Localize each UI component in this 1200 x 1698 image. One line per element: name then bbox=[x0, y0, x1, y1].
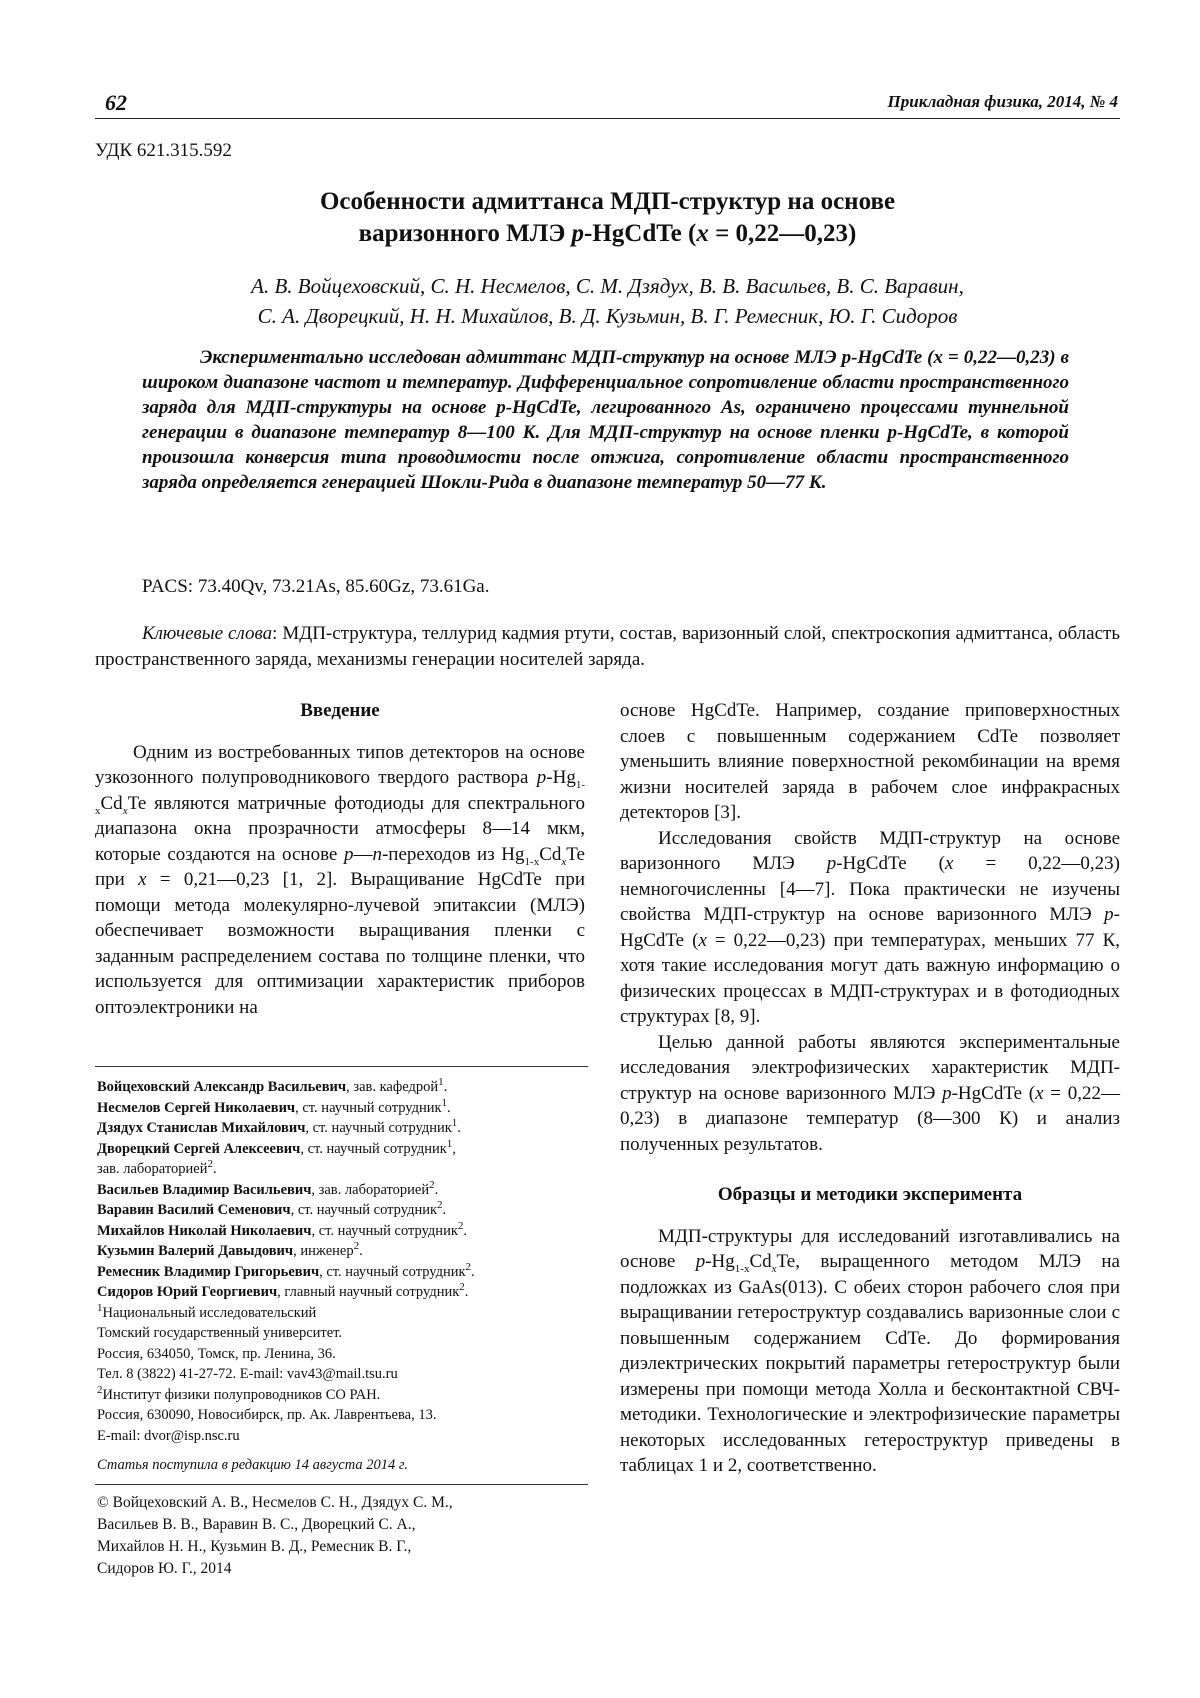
article-title bbox=[95, 186, 1120, 250]
footnote-author: Васильев Владимир Васильевич, зав. лабораторией$^2$. bbox=[97, 1178, 439, 1198]
right-column bbox=[620, 698, 1120, 1479]
received-date: Статья поступила в редакцию 14 августа 2014 г. bbox=[97, 1457, 408, 1473]
footnote-author: Дворецкий Сергей Алексеевич, ст. научный сотрудник$^1$, bbox=[97, 1137, 456, 1157]
authors-line-2: С. А. Дворецкий, Н. Н. Михайлов, В. Д. Кузьмин, В. Г. Ремесник, Ю. Г. Сидоров bbox=[257, 304, 958, 328]
methods-paragraph-1: МДП-структуры для исследований изготавливались на основе $p-Hg_{1-x}Cd_xTe$, выращенного методом МЛЭ на подложках из GaAs(013). С обеих сторон рабочего слоя при выращивании гетероструктур создавались варизонные слои с повышенным содержанием CdTe. До формирования диэлектрических покрытий параметры гетероструктур были измерены при помощи метода Холла и бесконтактной СВЧ-методики. Технологические и электрофизические параметры некоторых исследованных гетероструктур приведены в таблицах 1 и 2, соответственно. bbox=[620, 1225, 1120, 1476]
footnote-author: Варавин Василий Семенович, ст. научный сотрудник$^2$. bbox=[97, 1199, 447, 1218]
intro-paragraph-3: Целью данной работы являются экспериментальные исследования электрофизических характеристик МДП-структур на основе варизонного МЛЭ p-HgCdTe (x = 0,22—0,23) в диапазоне температур (8—300 К) и анализ полученных результатов. bbox=[620, 1031, 1120, 1155]
affiliation-1-contact: Тел. 8 (3822) 41-27-72. E-mail: vav43@mail.tsu.ru bbox=[97, 1366, 398, 1382]
intro-paragraph-1: Одним из востребованных типов детекторов на основе узкозонного полупроводникового твердого раствора $p-Hg_{1-x}Cd_xTe$ являются матричные фотодиоды для спектрального диапазона окна прозрачности атмосферы 8—14 мкм, которые создаются на основе p—n-переходов из $Hg_{1-x}Cd_xTe$ при x = 0,21—0,23 [1, 2]. Выращивание HgCdTe при помощи метода молекулярно-лучевой эпитаксии (МЛЭ) обеспечивает возможности выращивания пленки с заданным распределением состава по толщине пленки, что используется для оптимизации характеристик приборов оптоэлектроники на bbox=[95, 741, 585, 1018]
journal-citation: Прикладная физика, 2014, № 4 bbox=[887, 92, 1118, 111]
copyright-notice bbox=[97, 1492, 567, 1580]
keywords bbox=[95, 621, 1120, 673]
footnote-divider bbox=[95, 1066, 588, 1067]
title-line-1: Особенности адмиттанса МДП-структур на основе bbox=[319, 188, 896, 215]
keywords-text: : МДП-структура, теллурид кадмия ртути, состав, варизонный слой, спектроскопия адмиттанса, область пространственного заряда, механизмы генерации носителей заряда. bbox=[95, 623, 1120, 670]
section-heading-methods: Образцы и методики эксперимента bbox=[717, 1184, 1023, 1205]
footnote-author: зав. лабораторией$^2$. bbox=[97, 1158, 217, 1177]
copyright-line: Михайлов Н. Н., Кузьмин В. Д., Ремесник В. Г., bbox=[97, 1538, 412, 1555]
copyright-line: Сидоров Ю. Г., 2014 bbox=[97, 1560, 232, 1577]
footnote-author: Кузьмин Валерий Давыдович, инженер$^2$. bbox=[97, 1240, 363, 1259]
affiliation-2-address: Россия, 630090, Новосибирск, пр. Ак. Лаврентьева, 13. bbox=[97, 1407, 437, 1423]
copyright-line: Васильев В. В., Варавин В. С., Дворецкий С. А., bbox=[97, 1516, 416, 1533]
footnote-author: Михайлов Николай Николаевич, ст. научный сотрудник$^2$. bbox=[97, 1219, 467, 1239]
udk-code: УДК 621.315.592 bbox=[95, 140, 232, 161]
page-number: 62 bbox=[105, 90, 127, 115]
footnote-author: Дзядух Станислав Михайлович, ст. научный сотрудник$^1$. bbox=[97, 1117, 461, 1136]
affiliation-2-contact: E-mail: dvor@isp.nsc.ru bbox=[97, 1427, 240, 1444]
intro-paragraph-1-continued: основе HgCdTe. Например, создание приповерхностных слоев с повышенным содержанием CdTe позволяет уменьшить влияние поверхностной рекомбинации на время жизни носителей заряда в рабочем слое инфракрасных детекторов [3]. bbox=[620, 700, 1120, 823]
copyright-line: © Войцеховский А. В., Несмелов С. Н., Дзядух С. М., bbox=[97, 1494, 453, 1511]
author-footnotes bbox=[97, 1077, 587, 1446]
copyright-divider bbox=[95, 1484, 588, 1485]
affiliation-1: $^1$Национальный исследовательский bbox=[97, 1301, 317, 1321]
intro-paragraph-2: Исследования свойств МДП-структур на основе варизонного МЛЭ p-HgCdTe (x = 0,22—0,23) немногочисленны [4—7]. Пока практически не изучены свойства МДП-структур на основе варизонного МЛЭ p-HgCdTe (x = 0,22—0,23) при температурах, меньших 77 К, хотя такие исследования могут дать важную информацию о физических процессах в МДП-структурах и в фотодиодных структурах [8, 9]. bbox=[620, 827, 1120, 1027]
footnote-author: Сидоров Юрий Георгиевич, главный научный сотрудник$^2$. bbox=[97, 1281, 469, 1300]
running-header bbox=[95, 84, 1120, 119]
keywords-label: Ключевые слова bbox=[142, 623, 273, 644]
authors-line-1: А. В. Войцеховский, С. Н. Несмелов, С. М. Дзядух, В. В. Васильев, В. С. Варавин, bbox=[251, 274, 964, 298]
pacs-codes: PACS: 73.40Qv, 73.21As, 85.60Gz, 73.61Ga. bbox=[142, 576, 490, 597]
footnote-author: Войцеховский Александр Васильевич, зав. кафедрой$^1$. bbox=[97, 1076, 448, 1095]
section-heading-intro: Введение bbox=[300, 700, 380, 721]
footnote-author: Ремесник Владимир Григорьевич, ст. научный сотрудник$^2$. bbox=[97, 1260, 475, 1280]
footnote-author: Несмелов Сергей Николаевич, ст. научный сотрудник$^1$. bbox=[97, 1096, 451, 1116]
affiliation-1-address: Россия, 634050, Томск, пр. Ленина, 36. bbox=[97, 1345, 336, 1362]
left-column bbox=[95, 698, 585, 1020]
title-line-2: варизонного МЛЭ p-HgCdTe (x = 0,22—0,23) bbox=[358, 220, 857, 247]
abstract: Экспериментально исследован адмиттанс МДП-структур на основе МЛЭ p-HgCdTe (x = 0,22—0,23) в широком диапазоне частот и температур. Дифференциальное сопротивление области пространственного заряда для МДП-структуры на основе p-HgCdTe, легированного As, ограничено процессами туннельной генерации в диапазоне температур 8—100 К. Для МДП-структур на основе пленки p-HgCdTe, в которой произошла конверсия типа проводимости после отжига, сопротивление области пространственного заряда определяется генерацией Шокли-Рида в диапазоне температур 50—77 К. bbox=[142, 347, 1069, 493]
affiliation-2: $^2$Институт физики полупроводников СО РАН. bbox=[97, 1383, 381, 1403]
author-list bbox=[95, 271, 1120, 331]
affiliation-1-line: Томский государственный университет. bbox=[97, 1325, 343, 1341]
